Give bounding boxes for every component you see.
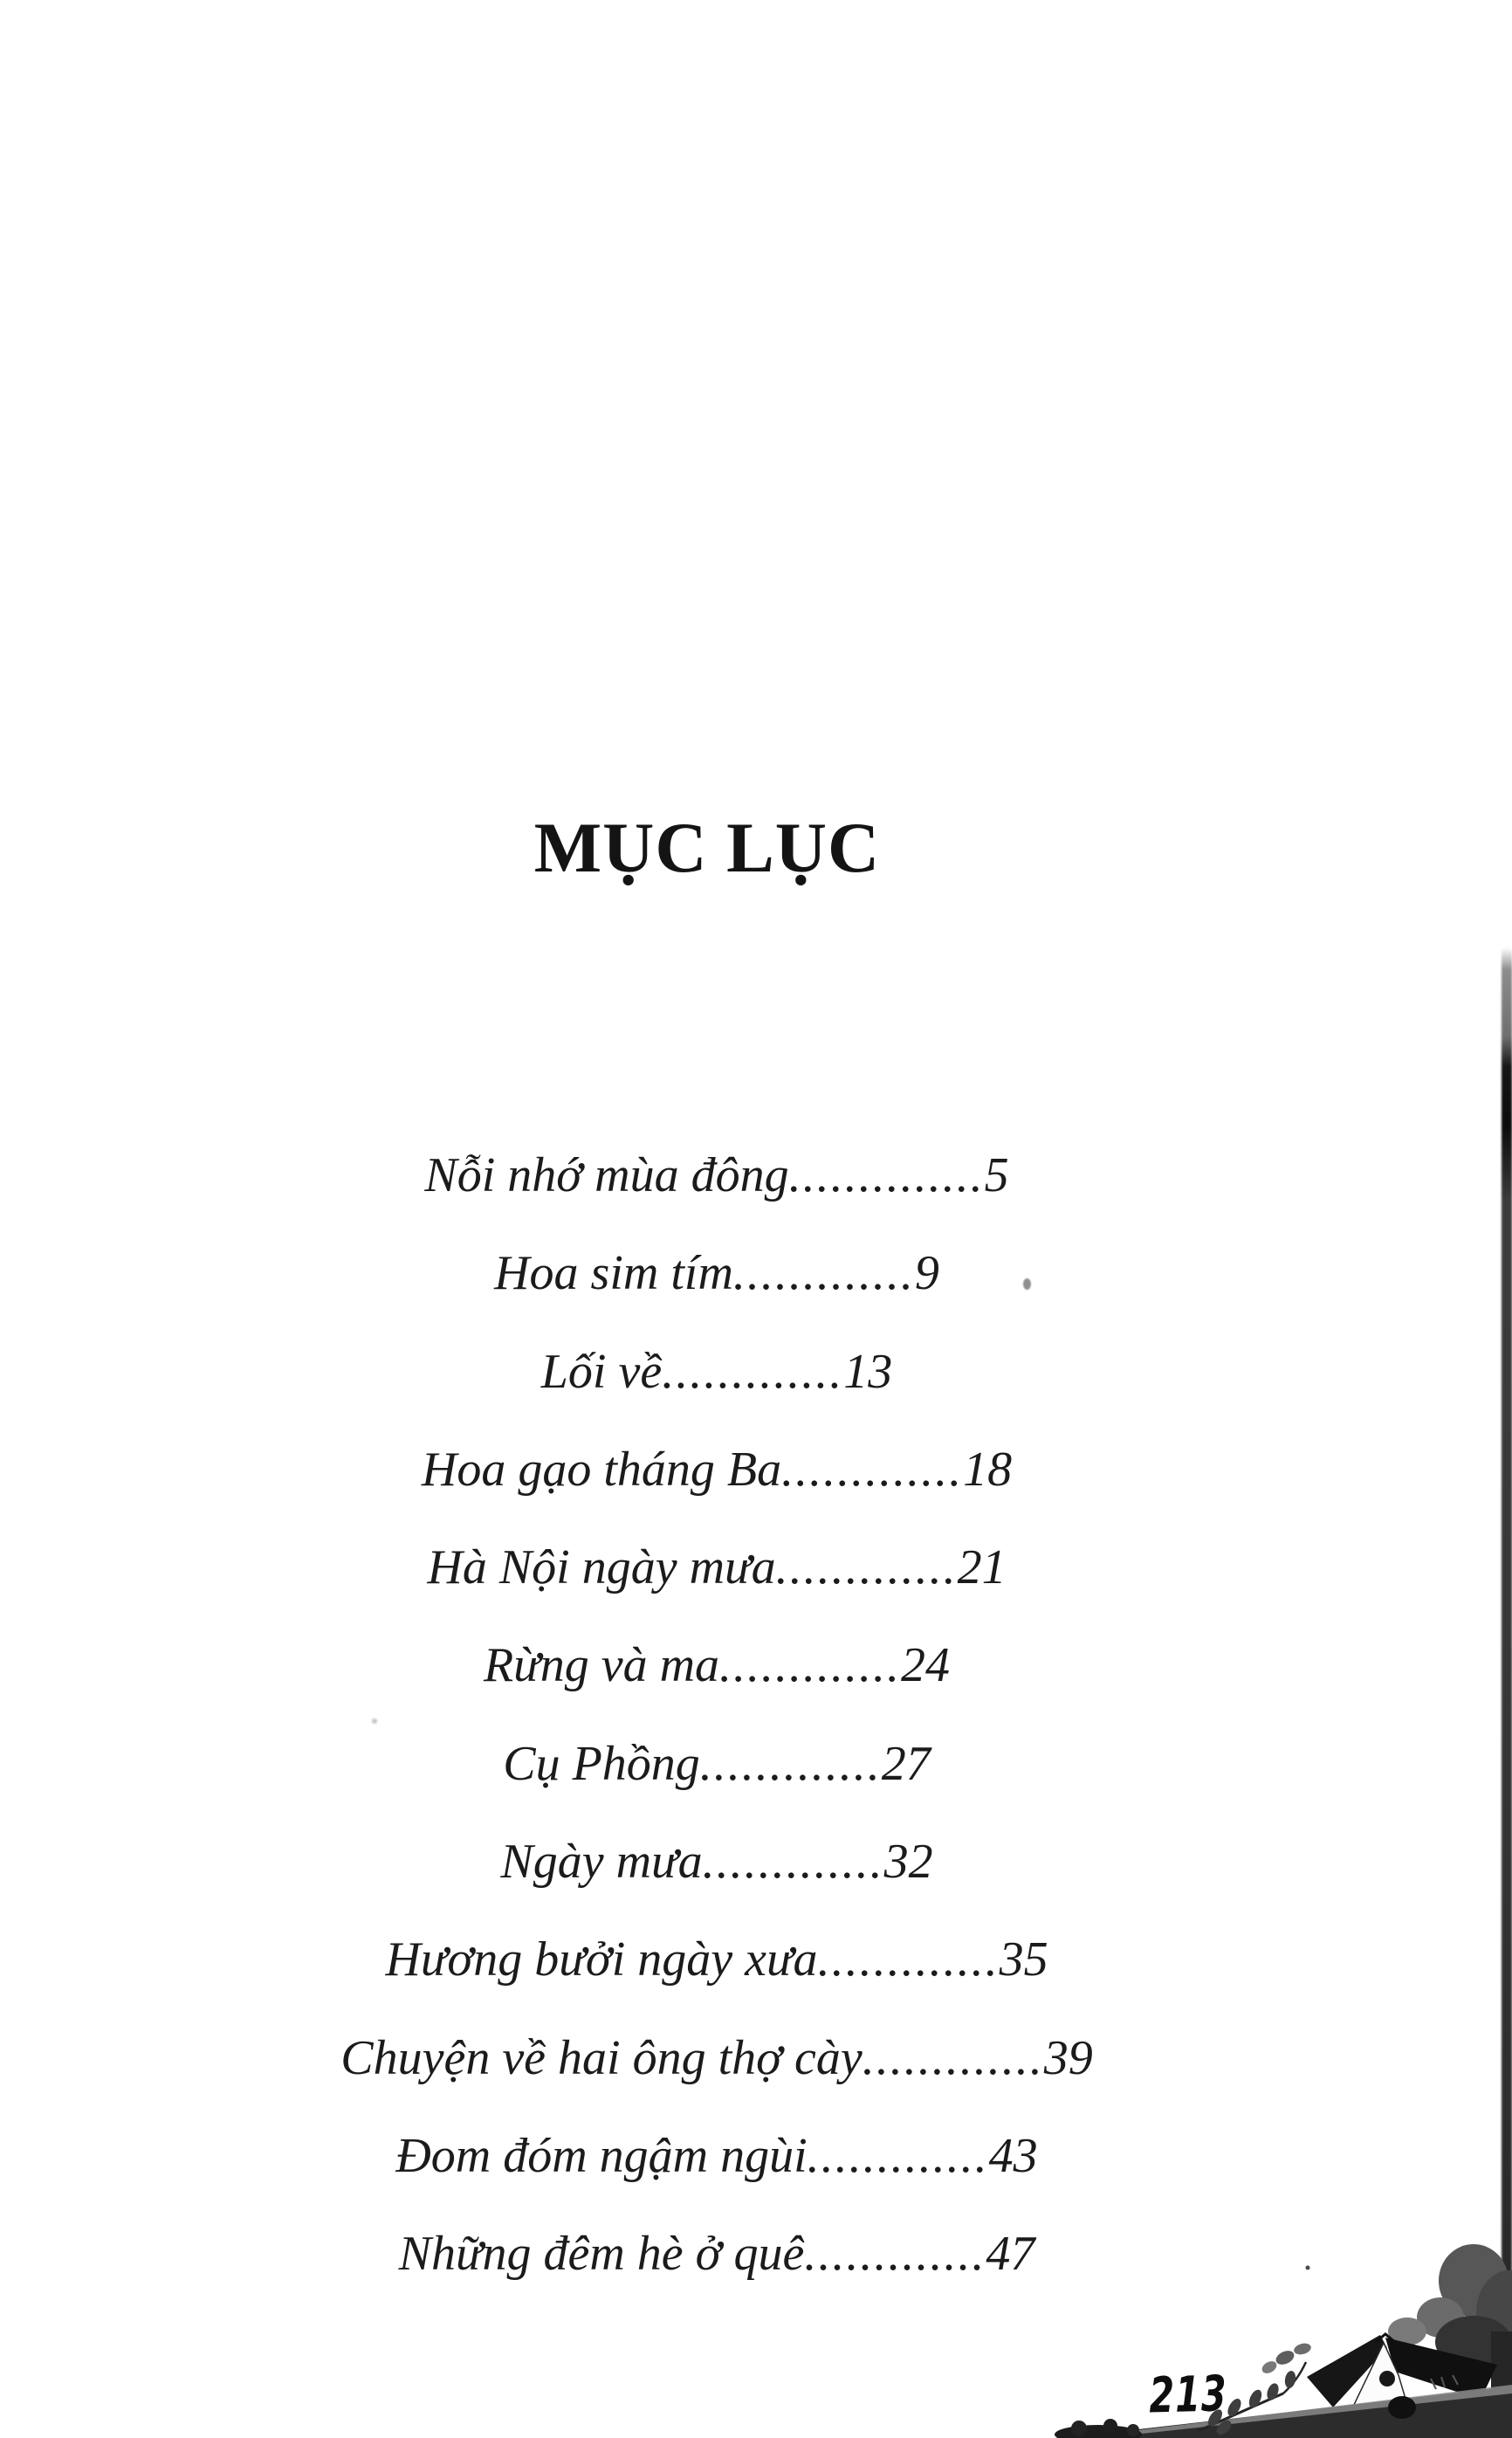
entry-label: Nỗi nhớ mùa đông — [424, 1148, 789, 1202]
entry-page: 39 — [1043, 2030, 1093, 2085]
entry-label: Rừng và ma — [483, 1638, 720, 1693]
toc-entry — [0, 1519, 1433, 1616]
entry-label: Cụ Phồng — [503, 1736, 700, 1791]
toc-entry — [0, 1616, 1433, 1714]
dots-leader: ............. — [807, 2128, 989, 2183]
page-edge-shadow — [1502, 947, 1512, 2438]
entry-label: Đom đóm ngậm ngùi — [395, 2128, 808, 2183]
page-number: 213 — [1149, 2364, 1227, 2424]
ink-speck — [1306, 2266, 1310, 2270]
dots-leader: .............. — [788, 1148, 985, 1202]
entry-page: 35 — [999, 1932, 1048, 1987]
dots-leader: ............. — [719, 1638, 902, 1693]
dots-leader: ............. — [732, 1246, 915, 1301]
dots-leader: ............. — [702, 1835, 884, 1890]
toc-entry — [0, 1126, 1433, 1224]
entry-label: Ngày mưa — [500, 1835, 703, 1890]
toc-entry — [0, 1911, 1433, 2008]
dots-leader: ............. — [775, 1540, 958, 1595]
toc-entry — [0, 2107, 1433, 2205]
toc-list — [0, 1126, 1433, 2304]
toc-entry — [0, 1813, 1433, 1911]
entry-label: Hoa gạo tháng Ba — [421, 1442, 782, 1497]
entry-label: Hoa sim tím — [494, 1246, 733, 1301]
entry-page: 47 — [986, 2227, 1035, 2282]
entry-page: 43 — [988, 2128, 1038, 2183]
toc-entry — [0, 1715, 1433, 1813]
entry-page: 32 — [883, 1835, 933, 1890]
entry-page: 5 — [984, 1148, 1009, 1202]
dots-leader: ............. — [699, 1736, 882, 1791]
entry-label: Lối về — [540, 1344, 663, 1399]
scan-speck — [372, 1718, 377, 1724]
dots-leader: ............. — [862, 2030, 1044, 2085]
dots-leader: ............. — [781, 1442, 964, 1497]
scan-speck — [1023, 1278, 1031, 1290]
entry-label: Hà Nội ngày mưa — [427, 1540, 776, 1595]
leaf-sprigs — [1260, 2342, 1312, 2376]
page-title: MỤC LỤC — [533, 808, 881, 887]
entry-page: 18 — [963, 1442, 1013, 1497]
toc-entry — [0, 2009, 1433, 2107]
dots-leader: ............. — [817, 1932, 1000, 1987]
entry-page: 13 — [843, 1344, 893, 1399]
doorway-shadow — [1388, 2396, 1416, 2419]
toc-entry — [0, 1421, 1433, 1519]
dots-leader: ............. — [662, 1344, 844, 1399]
entry-label: Hương bưởi ngày xưa — [385, 1932, 818, 1987]
entry-page: 27 — [881, 1736, 931, 1791]
entry-page: 24 — [901, 1638, 951, 1693]
entry-page: 9 — [914, 1246, 939, 1301]
bushes — [1055, 2419, 1142, 2438]
entry-page: 21 — [957, 1540, 1007, 1595]
entry-label: Chuyện về hai ông thợ cày — [340, 2030, 863, 2085]
entry-label: Những đêm hè ở quê — [398, 2227, 805, 2282]
toc-entry — [0, 1224, 1433, 1322]
dots-leader: ............. — [804, 2227, 986, 2282]
village-ink-illustration — [995, 2227, 1512, 2438]
toc-entry — [0, 1323, 1433, 1421]
